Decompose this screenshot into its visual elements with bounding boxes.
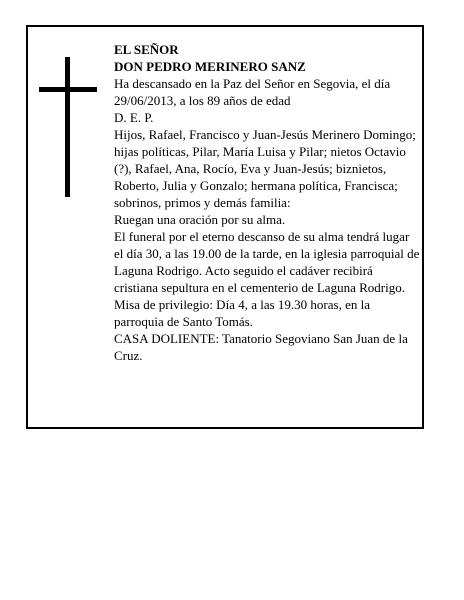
cross-horizontal-bar xyxy=(39,87,97,92)
mass-details: Misa de privilegio: Día 4, a las 19.30 horas, en la parroquia de Santo Tomás. xyxy=(114,297,370,329)
death-info: Ha descansado en la Paz del Señor en Segovia, el día 29/06/2013, a los 89 años de edad xyxy=(114,76,391,108)
title-line-1: EL SEÑOR xyxy=(114,42,179,57)
obituary-text xyxy=(114,41,420,364)
dep-line: D. E. P. xyxy=(114,110,154,125)
cross-vertical-bar xyxy=(65,57,70,197)
obituary-notice-frame xyxy=(26,25,424,429)
funeral-details: El funeral por el eterno descanso de su alma tendrá lugar el día 30, a las 19.00 de la tarde, en la iglesia parroquial de Laguna Rodrigo. Acto seguido el cadáver recibirá cristiana sepultura en el cementerio de Laguna Rodrigo. xyxy=(114,229,420,295)
mourning-house: CASA DOLIENTE: Tanatorio Segoviano San Juan de la Cruz. xyxy=(114,331,408,363)
family-list: Hijos, Rafael, Francisco y Juan-Jesús Merinero Domingo; hijas políticas, Pilar, María Luisa y Pilar; nietos Octavio (?), Rafael, Ana, Rocío, Eva y Juan-Jesús; biznietos, Roberto, Julia y Gonzalo; hermana política, Francisca; sobrinos, primos y demás familia: xyxy=(114,127,416,210)
cross-icon xyxy=(39,57,97,197)
deceased-name: DON PEDRO MERINERO SANZ xyxy=(114,59,306,74)
prayer-request: Ruegan una oración por su alma. xyxy=(114,212,286,227)
